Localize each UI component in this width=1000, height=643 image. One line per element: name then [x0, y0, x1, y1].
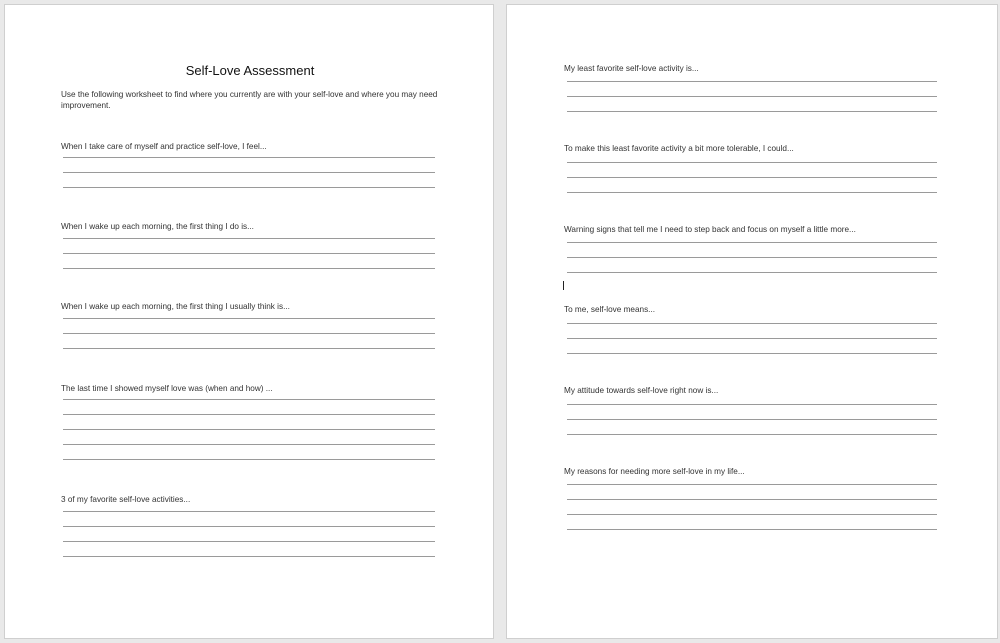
- answer-line[interactable]: [567, 499, 937, 500]
- answer-line[interactable]: [63, 414, 435, 415]
- answer-line[interactable]: [567, 434, 937, 435]
- answer-line[interactable]: [63, 187, 435, 188]
- answer-line[interactable]: [567, 81, 937, 82]
- question-text: The last time I showed myself love was (when and how) ...: [61, 384, 273, 393]
- answer-line[interactable]: [567, 162, 937, 163]
- answer-line[interactable]: [63, 348, 435, 349]
- answer-line[interactable]: [63, 459, 435, 460]
- question-text: 3 of my favorite self-love activities...: [61, 495, 191, 504]
- answer-line[interactable]: [63, 238, 435, 239]
- answer-line[interactable]: [567, 177, 937, 178]
- answer-line[interactable]: [63, 318, 435, 319]
- answer-line[interactable]: [63, 444, 435, 445]
- answer-line[interactable]: [567, 96, 937, 97]
- answer-line[interactable]: [567, 419, 937, 420]
- answer-line[interactable]: [63, 429, 435, 430]
- question-text: When I take care of myself and practice self-love, I feel...: [61, 142, 267, 151]
- answer-line[interactable]: [567, 404, 937, 405]
- question-text: To me, self-love means...: [564, 305, 656, 314]
- answer-line[interactable]: [63, 541, 435, 542]
- text-cursor: [563, 281, 564, 290]
- answer-line[interactable]: [63, 333, 435, 334]
- answer-line[interactable]: [567, 272, 937, 273]
- answer-line[interactable]: [567, 242, 937, 243]
- answer-line[interactable]: [567, 484, 937, 485]
- answer-line[interactable]: [63, 157, 435, 158]
- answer-line[interactable]: [63, 526, 435, 527]
- answer-line[interactable]: [63, 399, 435, 400]
- answer-line[interactable]: [63, 556, 435, 557]
- answer-line[interactable]: [63, 268, 435, 269]
- intro-text: Use the following worksheet to find where you currently are with your self-love and where you may need improvement.: [61, 90, 438, 110]
- answer-line[interactable]: [63, 172, 435, 173]
- answer-line[interactable]: [567, 323, 937, 324]
- question-text: When I wake up each morning, the first thing I usually think is...: [61, 302, 290, 311]
- question-text: To make this least favorite activity a bit more tolerable, I could...: [564, 144, 794, 153]
- answer-line[interactable]: [63, 253, 435, 254]
- answer-line[interactable]: [567, 353, 937, 354]
- answer-line[interactable]: [567, 514, 937, 515]
- answer-line[interactable]: [567, 192, 937, 193]
- worksheet-page-2: [506, 4, 998, 639]
- question-text: When I wake up each morning, the first thing I do is...: [61, 222, 254, 231]
- question-text: My least favorite self-love activity is...: [564, 64, 699, 73]
- answer-line[interactable]: [567, 529, 937, 530]
- answer-line[interactable]: [567, 338, 937, 339]
- question-text: Warning signs that tell me I need to step back and focus on myself a little more...: [564, 225, 856, 234]
- answer-line[interactable]: [567, 111, 937, 112]
- page-title: Self-Love Assessment: [185, 63, 315, 78]
- answer-line[interactable]: [63, 511, 435, 512]
- worksheet-page-1: [4, 4, 494, 639]
- question-text: My attitude towards self-love right now is...: [564, 386, 719, 395]
- question-text: My reasons for needing more self-love in my life...: [564, 467, 745, 476]
- answer-line[interactable]: [567, 257, 937, 258]
